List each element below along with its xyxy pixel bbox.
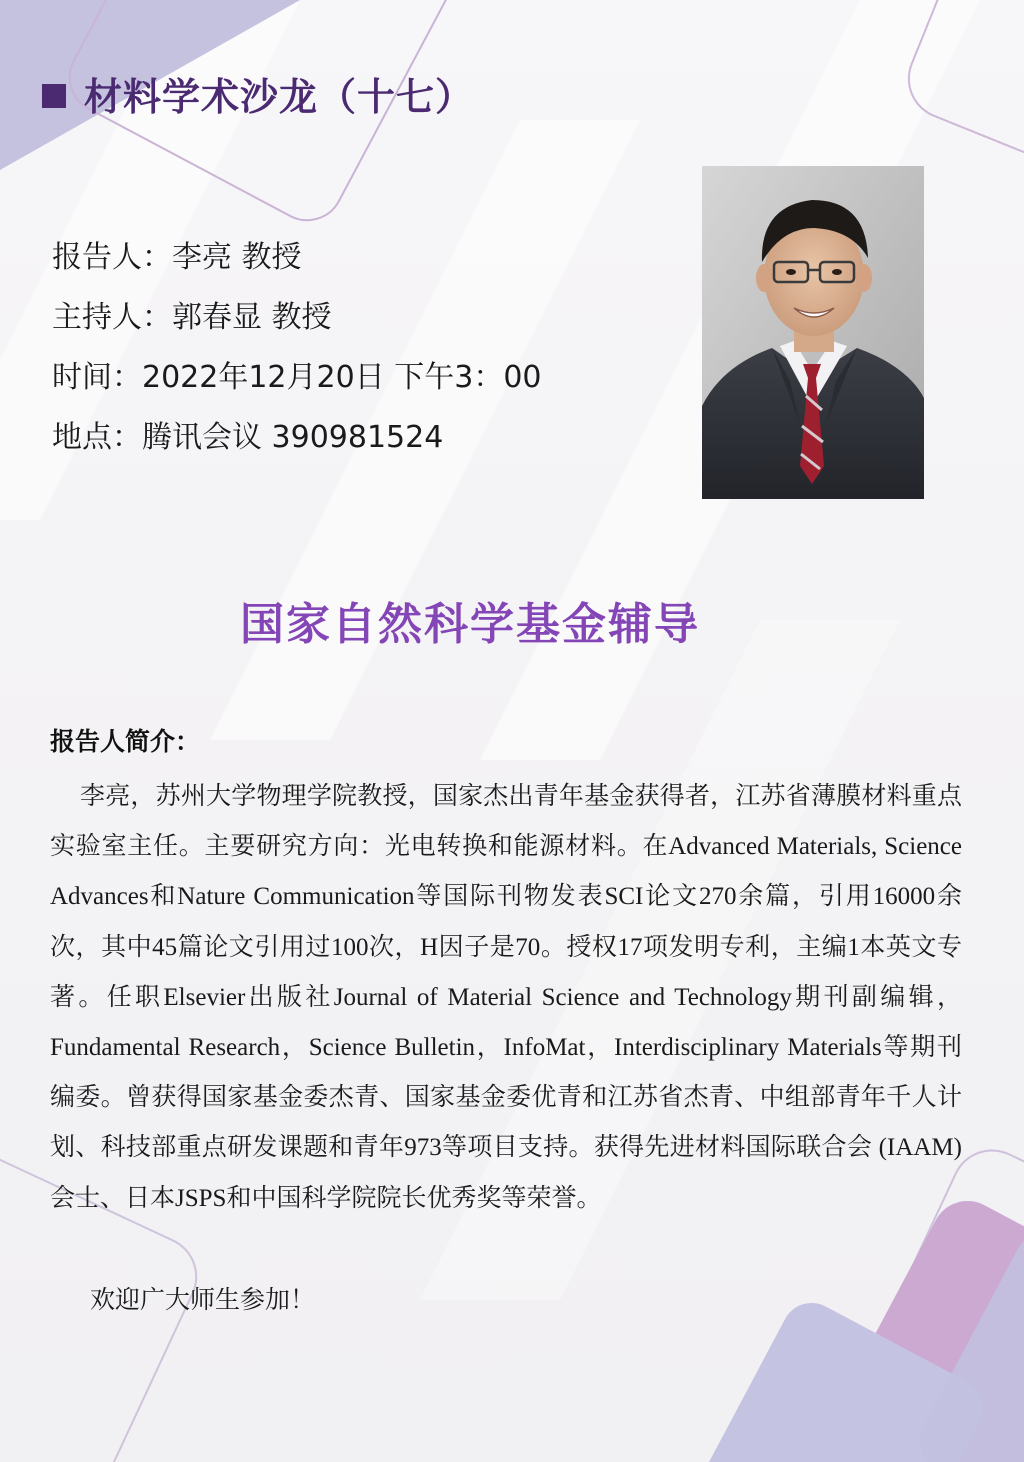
- host-line: 主持人：郭春显 教授: [52, 300, 332, 335]
- square-bullet-icon: [42, 84, 66, 108]
- portrait-photo: [702, 166, 924, 499]
- time-line: 时间：2022年12月20日 下午3：00: [52, 360, 542, 395]
- bio-heading: 报告人简介：: [50, 727, 201, 756]
- event-info: [52, 228, 542, 468]
- topic-title: 国家自然科学基金辅导: [240, 599, 700, 650]
- welcome-text: 欢迎广大师生参加！: [90, 1285, 316, 1314]
- speaker-line: 报告人：李亮 教授: [52, 240, 302, 275]
- page-title: [42, 66, 474, 121]
- location-line: 地点：腾讯会议 390981524: [52, 420, 444, 455]
- salon-title-text: 材料学术沙龙（十七）: [84, 75, 475, 119]
- bio-text: 李亮，苏州大学物理学院教授，国家杰出青年基金获得者，江苏省薄膜材料重点实验室主任。主要研究方向：光电转换和能源材料。在Advanced Materials, Science Advances和Nature Communication等国际刊物发表SCI论文270余篇，引用16000余次，其中45篇论文引用过100次，H因子是70。授权17项发明专利，主编1本英文专著。任职Elsevier出版社Journal of Material Science and Technology期刊副编辑，Fundamental Research，Science Bulletin，InfoMat，Interdisciplinary Materials等期刊编委。曾获得国家基金委杰青、国家基金委优青和江苏省杰青、中组部青年千人计划、科技部重点研发课题和青年973等项目支持。获得先进材料国际联合会 (IAAM)会士、日本JSPS和中国科学院院长优秀奖等荣誉。: [50, 783, 962, 1212]
